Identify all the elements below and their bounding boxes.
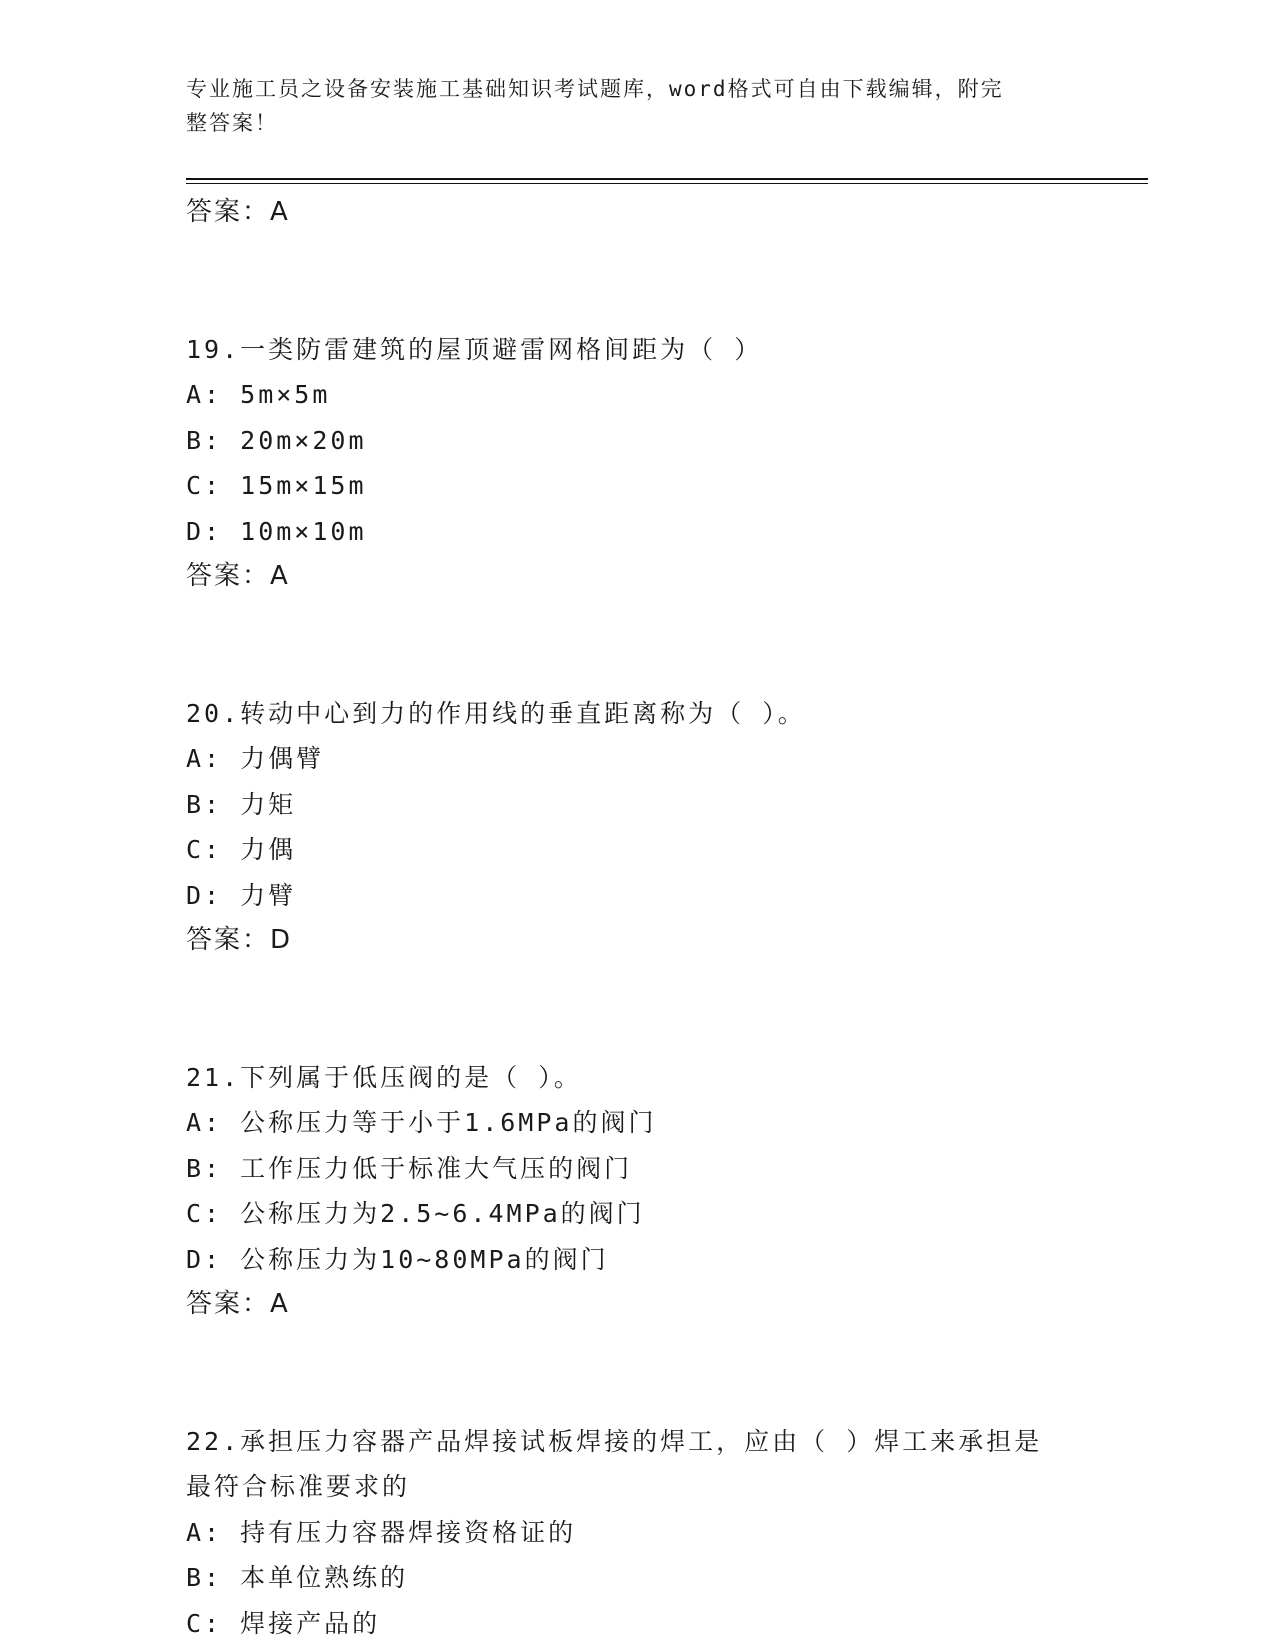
header-divider (186, 178, 1148, 180)
question-block (186, 327, 1086, 600)
option-b: B: 本单位熟练的 (186, 1563, 409, 1592)
spacer (186, 1328, 1086, 1419)
option-a: A: 力偶臂 (186, 744, 325, 773)
question-text-line-1: 22.承担压力容器产品焊接试板焊接的焊工，应由（ ）焊工来承担是 (186, 1426, 1043, 1456)
question-block (186, 1055, 1086, 1328)
option-c: C: 力偶 (186, 835, 297, 864)
option-c: C: 15m×15m (186, 471, 367, 500)
header-line-2: 整答案！ (186, 111, 278, 135)
option-a: A: 持有压力容器焊接资格证的 (186, 1517, 577, 1547)
option-a: A: 5m×5m (186, 380, 331, 409)
option-c: C: 焊接产品的 (186, 1608, 381, 1638)
option-b: B: 工作压力低于标准大气压的阀门 (186, 1153, 633, 1183)
answer-line: 答案：A (186, 1289, 290, 1319)
question-text: 21.下列属于低压阀的是（ ）。 (186, 1062, 582, 1092)
option-d: D: 力臂 (186, 880, 297, 910)
option-b: B: 20m×20m (186, 425, 367, 455)
question-block (186, 691, 1086, 964)
answer-line: 答案：A (186, 197, 290, 227)
spacer (186, 236, 1086, 327)
spacer (186, 964, 1086, 1055)
option-d: D: 10m×10m (186, 516, 367, 546)
question-text: 19.一类防雷建筑的屋顶避雷网格间距为（ ） (186, 334, 763, 364)
question-block (186, 1419, 1086, 1647)
document-header (186, 72, 1066, 140)
question-content (186, 190, 1086, 1646)
header-divider-thin (186, 183, 1148, 184)
question-text-line-2: 最符合标准要求的 (186, 1472, 411, 1501)
option-a: A: 公称压力等于小于1.6MPa的阀门 (186, 1108, 657, 1137)
answer-line: 答案：A (186, 561, 290, 591)
header-line-1: 专业施工员之设备安装施工基础知识考试题库，word格式可自由下载编辑，附完 (186, 77, 1004, 101)
question-text: 20.转动中心到力的作用线的垂直距离称为（ ）。 (186, 698, 806, 728)
spacer (186, 600, 1086, 691)
option-d: D: 公称压力为10~80MPa的阀门 (186, 1244, 609, 1274)
option-b: B: 力矩 (186, 789, 297, 819)
option-c: C: 公称压力为2.5~6.4MPa的阀门 (186, 1199, 645, 1228)
answer-line: 答案：D (186, 925, 293, 955)
